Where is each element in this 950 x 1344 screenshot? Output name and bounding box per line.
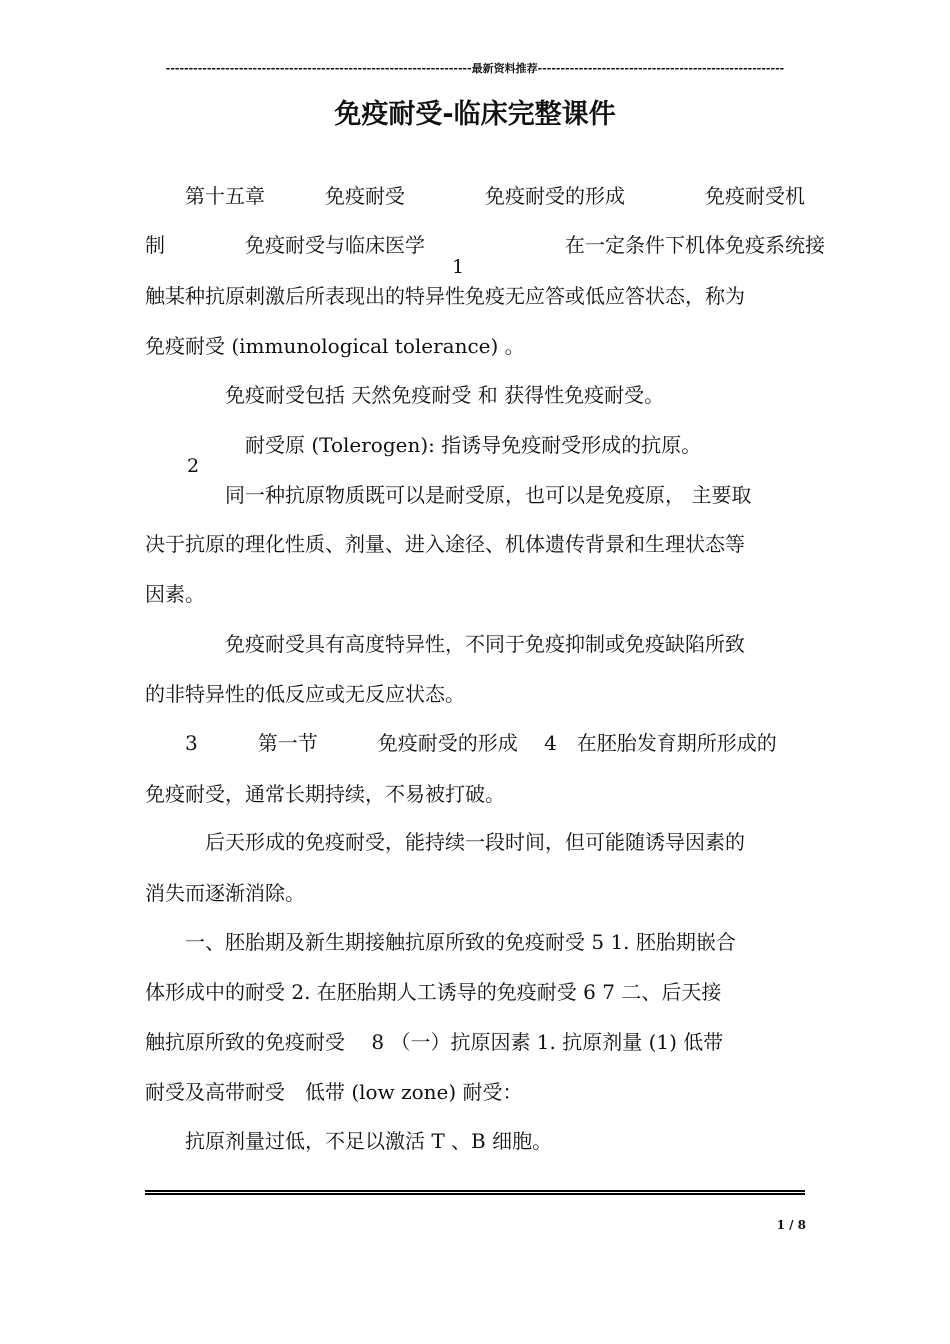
text-line: 制 免疫耐受与临床医学 在一定条件下机体免疫系统接 [145,233,825,257]
text-line: 同一种抗原物质既可以是耐受原，也可以是免疫原， 主要取 [145,483,752,507]
text-line: 消失而逐渐消除。 [145,881,305,905]
text-line: 3 第一节 免疫耐受的形成 4 在胚胎发育期所形成的 [145,731,777,755]
text-line: 的非特异性的低反应或无反应状态。 [145,682,465,706]
slide-number: 1 [452,256,465,278]
text-line: 触某种抗原刺激后所表现出的特异性免疫无应答或低应答状态，称为 [145,284,745,308]
text-line: 免疫耐受包括 天然免疫耐受 和 获得性免疫耐受。 [145,383,665,407]
text-line: 因素。 [145,582,205,606]
text-line: 一、胚胎期及新生期接触抗原所致的免疫耐受 5 1. 胚胎期嵌合 [145,930,736,954]
text-line: 免疫耐受具有高度特异性，不同于免疫抑制或免疫缺陷所致 [145,632,745,656]
text-line: 免疫耐受，通常长期持续，不易被打破。 [145,782,505,806]
text-line: 触抗原所致的免疫耐受 8 （一）抗原因素 1. 抗原剂量 (1) 低带 [145,1030,724,1054]
text-line: 后天形成的免疫耐受，能持续一段时间，但可能随诱导因素的 [145,830,745,854]
text-line: 抗原剂量过低，不足以激活 T 、B 细胞。 [145,1129,553,1153]
page-counter: 1 / 8 [776,1218,806,1232]
text-line: 决于抗原的理化性质、剂量、进入途径、机体遗传背景和生理状态等 [145,532,745,556]
text-line: 第十五章 免疫耐受 免疫耐受的形成 免疫耐受机 [145,184,805,208]
text-line: 免疫耐受 (immunological tolerance) 。 [145,334,525,358]
text-line: 耐受及高带耐受 低带 (low zone) 耐受： [145,1080,523,1104]
footer-rule [145,1190,805,1195]
document-title: 免疫耐受-临床完整课件 [334,99,616,130]
slide-number: 2 [187,455,200,477]
text-line: 体形成中的耐受 2. 在胚胎期人工诱导的免疫耐受 6 7 二、后天接 [145,980,722,1004]
text-line: 耐受原 (Tolerogen): 指诱导免疫耐受形成的抗原。 [145,433,702,457]
page-header: -------------------------------------------------------------------最新资料推荐------------------------------------------------------ [165,62,785,75]
